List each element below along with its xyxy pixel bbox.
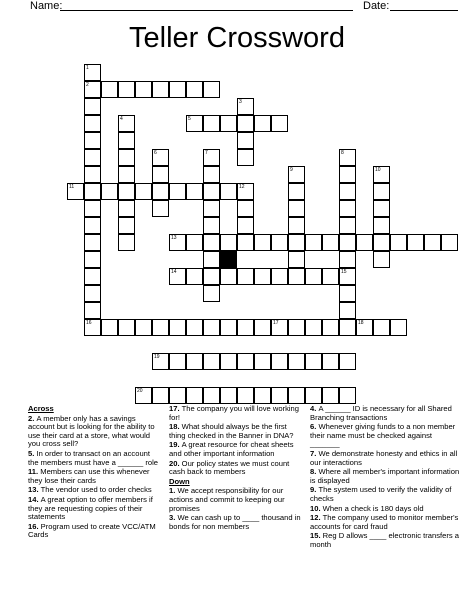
grid-cell[interactable] (339, 217, 356, 234)
clue-text: Where all member's important information is displayed (310, 467, 460, 485)
clue-number-label: 11 (69, 184, 75, 190)
grid-cell[interactable] (339, 285, 356, 302)
grid-cell[interactable] (305, 353, 322, 370)
clue-number: 10. (310, 503, 323, 513)
grid-cell[interactable] (390, 319, 407, 336)
grid-cell[interactable] (271, 234, 288, 251)
grid-cell[interactable] (339, 200, 356, 217)
clue-number: 3. (169, 513, 178, 523)
grid-cell[interactable] (118, 217, 135, 234)
clue-number-label: 1 (86, 65, 89, 71)
clue-number: 2. (28, 413, 37, 423)
clue-number-label: 14 (171, 269, 177, 275)
grid-cell[interactable] (271, 387, 288, 404)
clue-item (310, 405, 460, 422)
grid-cell[interactable] (390, 234, 407, 251)
grid-cell[interactable] (203, 166, 220, 183)
grid-cell[interactable] (322, 268, 339, 285)
grid-cell[interactable] (203, 183, 220, 200)
grid-cell[interactable] (254, 234, 271, 251)
grid-cell[interactable] (322, 353, 339, 370)
grid-cell[interactable] (169, 353, 186, 370)
clue-item (310, 450, 460, 467)
grid-cell[interactable] (305, 319, 322, 336)
grid-cell[interactable] (424, 234, 441, 251)
grid-cell[interactable] (339, 183, 356, 200)
grid-cell[interactable] (101, 81, 118, 98)
grid-cell[interactable] (118, 149, 135, 166)
clue-text: The system used to verify the validity of checks (310, 485, 452, 503)
grid-cell[interactable] (135, 319, 152, 336)
grid-cell[interactable] (237, 149, 254, 166)
clues-column-2 (169, 405, 303, 532)
grid-cell[interactable] (118, 234, 135, 251)
clue-item (169, 487, 303, 513)
grid-cell[interactable] (322, 234, 339, 251)
clue-text: We can cash up to ____ thousand in bonds for non members (169, 513, 301, 531)
clue-number-label: 5 (188, 116, 191, 122)
grid-cell[interactable] (322, 387, 339, 404)
grid-cell[interactable] (169, 183, 186, 200)
grid-cell[interactable] (203, 285, 220, 302)
grid-cell[interactable] (203, 200, 220, 217)
clue-item (28, 496, 162, 522)
grid-cell[interactable] (373, 251, 390, 268)
clue-text: What should always be the first thing checked in the Banner in DNA? (169, 422, 294, 440)
clue-text: The vendor used to order checks (40, 485, 152, 495)
grid-block (220, 251, 237, 268)
grid-cell[interactable] (84, 268, 101, 285)
clues-column-1 (28, 405, 162, 541)
grid-cell[interactable] (288, 200, 305, 217)
grid-cell[interactable] (152, 319, 169, 336)
clue-number-label: 15 (341, 269, 347, 275)
section-heading: Down (169, 476, 190, 486)
grid-cell[interactable] (339, 387, 356, 404)
grid-cell[interactable] (203, 81, 220, 98)
grid-cell[interactable] (84, 234, 101, 251)
clue-number-label: 8 (341, 150, 344, 156)
clue-number-label: 19 (154, 354, 160, 360)
grid-cell[interactable] (220, 268, 237, 285)
grid-cell[interactable] (101, 319, 118, 336)
grid-cell[interactable] (254, 268, 271, 285)
grid-cell[interactable] (339, 353, 356, 370)
grid-cell[interactable] (237, 353, 254, 370)
grid-cell[interactable] (84, 149, 101, 166)
clue-number: 15. (310, 531, 323, 541)
clue-number-label: 4 (120, 116, 123, 122)
grid-cell[interactable] (186, 183, 203, 200)
clue-number-label: 10 (375, 167, 381, 173)
grid-cell[interactable] (118, 200, 135, 217)
page-title: Teller Crossword (129, 22, 345, 54)
clue-number: 6. (310, 422, 319, 432)
clue-item (310, 532, 460, 549)
clue-text: We demonstrate honesty and ethics in all our interactions (310, 448, 458, 467)
grid-cell[interactable] (118, 81, 135, 98)
clue-number: 4. (310, 404, 319, 413)
grid-cell[interactable] (186, 234, 203, 251)
grid-cell[interactable] (288, 251, 305, 268)
grid-cell[interactable] (288, 268, 305, 285)
clue-number-label: 6 (154, 150, 157, 156)
clues-column-3 (310, 405, 460, 551)
grid-cell[interactable] (254, 387, 271, 404)
grid-cell[interactable] (305, 234, 322, 251)
grid-cell[interactable] (441, 234, 458, 251)
grid-cell[interactable] (271, 268, 288, 285)
grid-cell[interactable] (237, 115, 254, 132)
grid-cell[interactable] (203, 387, 220, 404)
grid-cell[interactable] (84, 132, 101, 149)
grid-cell[interactable] (237, 200, 254, 217)
grid-cell[interactable] (186, 268, 203, 285)
grid-cell[interactable] (84, 200, 101, 217)
grid-cell[interactable] (203, 353, 220, 370)
clue-text: A member only has a savings account but is looking for the ability to use their card at a store, what would you cross sell? (28, 413, 155, 449)
grid-cell[interactable] (288, 234, 305, 251)
grid-cell[interactable] (169, 81, 186, 98)
grid-cell[interactable] (118, 132, 135, 149)
grid-cell[interactable] (220, 387, 237, 404)
grid-cell[interactable] (220, 319, 237, 336)
grid-cell[interactable] (118, 319, 135, 336)
grid-cell[interactable] (373, 217, 390, 234)
clue-item (28, 450, 162, 467)
grid-cell[interactable] (186, 387, 203, 404)
clue-text: In order to transact on an account the members must have a ______ role (28, 448, 159, 467)
grid-cell[interactable] (356, 234, 373, 251)
clue-number-label: 12 (239, 184, 245, 190)
clue-number: 5. (28, 448, 37, 458)
clue-number-label: 16 (86, 320, 92, 326)
grid-cell[interactable] (339, 319, 356, 336)
clue-text: Whenever giving funds to a non member their name must be checked against _______ (310, 422, 456, 449)
grid-cell[interactable] (169, 387, 186, 404)
grid-cell[interactable] (237, 268, 254, 285)
grid-cell[interactable] (84, 217, 101, 234)
clue-item (169, 423, 303, 440)
grid-cell[interactable] (237, 217, 254, 234)
clue-text: The company you will love working for! (169, 404, 300, 422)
clue-number-label: 17 (273, 320, 279, 326)
clue-number: 17. (169, 404, 182, 413)
grid-cell[interactable] (152, 166, 169, 183)
grid-cell[interactable] (152, 387, 169, 404)
section-heading: Across (28, 404, 54, 413)
clue-text: A great option to offer members if they are requesting copies of their statements (28, 494, 153, 522)
grid-cell[interactable] (84, 302, 101, 319)
grid-cell[interactable] (152, 81, 169, 98)
grid-cell[interactable] (237, 387, 254, 404)
grid-cell[interactable] (203, 234, 220, 251)
grid-cell[interactable] (288, 183, 305, 200)
grid-cell[interactable] (186, 319, 203, 336)
grid-cell[interactable] (84, 183, 101, 200)
clue-number: 7. (310, 448, 319, 458)
grid-cell[interactable] (118, 166, 135, 183)
grid-cell[interactable] (220, 115, 237, 132)
clue-number: 11. (28, 467, 41, 477)
clue-number-label: 9 (290, 167, 293, 173)
clue-number: 13. (28, 485, 41, 495)
grid-cell[interactable] (203, 217, 220, 234)
grid-cell[interactable] (84, 166, 101, 183)
clue-text: A ______ ID is necessary for all Shared Branching transactions (310, 404, 452, 422)
grid-cell[interactable] (288, 353, 305, 370)
clue-text: Program used to create VCC/ATM Cards (28, 521, 156, 540)
grid-cell[interactable] (101, 183, 118, 200)
grid-cell[interactable] (288, 387, 305, 404)
grid-cell[interactable] (220, 353, 237, 370)
grid-cell[interactable] (339, 234, 356, 251)
clue-item (28, 468, 162, 485)
clue-item (169, 514, 303, 531)
grid-cell[interactable] (373, 183, 390, 200)
grid-cell[interactable] (118, 183, 135, 200)
grid-cell[interactable] (135, 81, 152, 98)
grid-cell[interactable] (84, 285, 101, 302)
grid-cell[interactable] (220, 183, 237, 200)
clue-item (310, 514, 460, 531)
grid-cell[interactable] (203, 319, 220, 336)
date-label: Date: (363, 0, 390, 12)
grid-cell[interactable] (305, 268, 322, 285)
clue-item (310, 486, 460, 503)
grid-cell[interactable] (271, 115, 288, 132)
grid-cell[interactable] (339, 302, 356, 319)
grid-cell[interactable] (203, 115, 220, 132)
grid-cell[interactable] (288, 217, 305, 234)
grid-cell[interactable] (237, 132, 254, 149)
grid-cell[interactable] (339, 251, 356, 268)
clue-item (310, 423, 460, 449)
grid-cell[interactable] (169, 319, 186, 336)
clue-text: Reg D allows ____ electronic transfers a month (310, 531, 460, 549)
clue-text: Members can use this whenever they lose their cards (28, 467, 150, 485)
grid-cell[interactable] (186, 81, 203, 98)
grid-cell[interactable] (339, 166, 356, 183)
grid-cell[interactable] (152, 183, 169, 200)
clue-number-label: 13 (171, 235, 177, 241)
grid-cell[interactable] (203, 251, 220, 268)
clue-number-label: 2 (86, 82, 89, 88)
grid-cell[interactable] (237, 319, 254, 336)
grid-cell[interactable] (84, 98, 101, 115)
clue-number: 18. (169, 422, 182, 432)
grid-cell[interactable] (84, 115, 101, 132)
clue-item (310, 468, 460, 485)
clue-item (310, 505, 460, 514)
clue-item (28, 486, 162, 495)
grid-cell[interactable] (220, 234, 237, 251)
clue-item (169, 441, 303, 458)
grid-cell[interactable] (84, 251, 101, 268)
name-label: Name: (30, 0, 63, 12)
grid-cell[interactable] (305, 387, 322, 404)
grid-cell[interactable] (373, 319, 390, 336)
grid-cell[interactable] (254, 115, 271, 132)
grid-cell[interactable] (203, 268, 220, 285)
clue-number: 20. (169, 458, 182, 468)
clue-text: When a check is 180 days old (322, 503, 424, 513)
clue-number: 8. (310, 467, 319, 477)
grid-cell[interactable] (186, 353, 203, 370)
clue-number-label: 7 (205, 150, 208, 156)
grid-cell[interactable] (322, 319, 339, 336)
grid-cell[interactable] (135, 183, 152, 200)
clue-item (169, 405, 303, 422)
clue-number: 16. (28, 521, 41, 531)
grid-cell[interactable] (288, 319, 305, 336)
clue-number: 19. (169, 440, 182, 450)
grid-cell[interactable] (373, 234, 390, 251)
clue-text: The company used to monitor member's accounts for card fraud (310, 513, 459, 531)
clue-number-label: 18 (358, 320, 364, 326)
grid-cell[interactable] (254, 319, 271, 336)
grid-cell[interactable] (237, 234, 254, 251)
clue-text: We accept responsibility for our actions and commit to keeping our promises (169, 486, 285, 513)
clue-number: 14. (28, 494, 41, 504)
grid-cell[interactable] (407, 234, 424, 251)
clue-number: 1. (169, 486, 178, 496)
clue-text: Our policy states we must count cash back to members (169, 458, 290, 477)
clue-number: 12. (310, 513, 323, 523)
grid-cell[interactable] (373, 200, 390, 217)
clue-item (169, 460, 303, 477)
clue-number-label: 3 (239, 99, 242, 105)
grid-cell[interactable] (271, 353, 288, 370)
grid-cell[interactable] (152, 200, 169, 217)
clue-number-label: 20 (137, 388, 143, 394)
clue-number: 9. (310, 485, 319, 495)
clue-text: A great resource for cheat sheets and other important information (169, 440, 294, 458)
clue-item (28, 523, 162, 540)
grid-cell[interactable] (254, 353, 271, 370)
clue-item (28, 415, 162, 449)
